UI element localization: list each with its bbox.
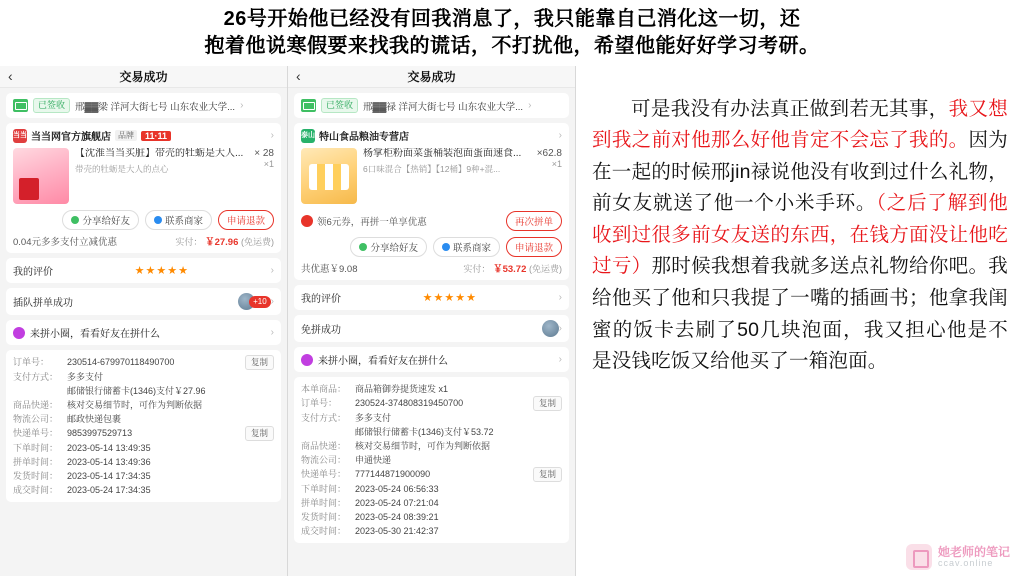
circle-icon bbox=[13, 327, 25, 339]
share-button[interactable] bbox=[350, 237, 427, 257]
detail-value: 2023-05-24 17:34:35 bbox=[67, 485, 151, 495]
order-screenshot-left bbox=[0, 66, 288, 576]
chevron-right-icon[interactable]: › bbox=[240, 100, 244, 111]
coupon-text: 0.04元多多支付立减优惠 bbox=[13, 237, 117, 248]
chat-icon bbox=[154, 216, 162, 224]
detail-key: 下单时间： bbox=[13, 443, 59, 453]
share-label: 分享给好友 bbox=[370, 243, 418, 254]
pay-note: (免运费) bbox=[529, 264, 562, 274]
page-title bbox=[0, 0, 1024, 62]
order-header-left bbox=[0, 66, 287, 88]
repin-label: 再次拼单 bbox=[514, 217, 553, 228]
detail-row bbox=[13, 483, 274, 497]
order-actions-left bbox=[13, 210, 274, 230]
share-icon bbox=[359, 243, 367, 251]
chevron-right-icon[interactable]: › bbox=[558, 292, 562, 303]
story-text-2: 因为在一起的时候邢jin禄说他没有收到过什么礼物，前女友就送了他一个小米手环。 bbox=[592, 129, 1008, 215]
watermark bbox=[906, 544, 1010, 570]
shipping-address: 邢▓▓梁 洋河大街七号 山东农业大学... bbox=[75, 101, 236, 113]
detail-key: 商品快递： bbox=[13, 400, 59, 410]
pay-value: ￥53.72 bbox=[493, 264, 527, 275]
detail-key bbox=[13, 384, 67, 398]
detail-key: 发货时间： bbox=[13, 471, 59, 481]
order-details-right bbox=[294, 377, 569, 543]
order-title: 交易成功 bbox=[119, 70, 168, 84]
detail-key bbox=[301, 425, 355, 439]
contact-label: 联系商家 bbox=[164, 216, 203, 227]
detail-value: 邮储银行储蓄卡(1346)支付￥27.96 bbox=[67, 386, 206, 396]
contact-merchant-button[interactable] bbox=[145, 210, 212, 230]
copy-button[interactable]: 复制 bbox=[245, 355, 274, 370]
refund-label: 申请退款 bbox=[514, 243, 553, 254]
detail-row bbox=[13, 441, 274, 455]
coupon-promo-row[interactable] bbox=[301, 211, 562, 231]
free-pin-label: 免拼成功 bbox=[301, 325, 341, 336]
watermark-subtitle: ccav.online bbox=[937, 557, 994, 568]
detail-key: 本单商品： bbox=[301, 384, 347, 394]
detail-value: 2023-05-14 13:49:35 bbox=[67, 443, 151, 453]
shop-name[interactable]: 特山食品粮油专营店 bbox=[319, 132, 409, 143]
contact-label: 联系商家 bbox=[452, 243, 491, 254]
detail-row bbox=[13, 370, 274, 384]
chevron-right-icon[interactable]: › bbox=[558, 323, 562, 334]
detail-row bbox=[13, 426, 274, 441]
copy-button[interactable]: 复制 bbox=[245, 426, 274, 441]
coupon-line-left bbox=[13, 234, 274, 248]
chat-icon bbox=[442, 243, 450, 251]
truck-icon bbox=[13, 99, 28, 112]
detail-key: 拼单时间： bbox=[301, 498, 347, 508]
detail-value: 230524-374808319450700 bbox=[355, 398, 464, 408]
free-pin-card-right[interactable] bbox=[294, 315, 569, 342]
detail-key: 快递单号： bbox=[301, 469, 347, 479]
detail-value: 2023-05-14 17:34:35 bbox=[67, 471, 151, 481]
detail-value: 2023-05-24 07:21:04 bbox=[355, 498, 439, 508]
story-text-1: 可是我没有办法真正做到若无其事， bbox=[631, 97, 949, 120]
detail-row bbox=[13, 455, 274, 469]
shop-logo: 泰山 bbox=[301, 129, 315, 143]
product-subtitle: 带壳的牡蛎是大人的点心 bbox=[75, 163, 169, 174]
product-title: 杨掌柜粉面菜蛋桶装泡面蛋面速食... bbox=[363, 148, 522, 159]
pay-value: ￥27.96 bbox=[205, 237, 239, 248]
detail-value: 邮政快递包裹 bbox=[67, 414, 122, 424]
evaluation-label: 我的评价 bbox=[13, 267, 53, 278]
watermark-title: 她老师的笔记 bbox=[937, 544, 1010, 559]
chevron-right-icon[interactable]: › bbox=[528, 100, 532, 111]
detail-key: 成交时间： bbox=[13, 485, 59, 495]
detail-key: 发货时间： bbox=[301, 512, 347, 522]
shipping-address: 邢▓▓禄 洋河大街七号 山东农业大学... bbox=[363, 101, 524, 113]
detail-value: 2023-05-14 13:49:36 bbox=[67, 457, 151, 467]
story-text-red-1: 我又想到我之前对他那么好他肯定不会忘了我的。 bbox=[592, 97, 1008, 152]
detail-value: 777144871900090 bbox=[355, 469, 431, 479]
copy-button[interactable]: 复制 bbox=[533, 467, 562, 482]
rating-stars: ★★★★★ bbox=[422, 292, 477, 304]
detail-row bbox=[301, 467, 562, 482]
story-panel bbox=[576, 66, 1024, 576]
chevron-right-icon[interactable]: › bbox=[270, 265, 274, 276]
order-title: 交易成功 bbox=[407, 70, 456, 84]
refund-button[interactable] bbox=[218, 210, 274, 230]
repin-button[interactable] bbox=[506, 211, 562, 231]
detail-value: 多多支付 bbox=[355, 413, 392, 423]
queue-label: 插队拼单成功 bbox=[13, 298, 73, 309]
product-row[interactable] bbox=[13, 148, 274, 204]
product-subtitle: 6口味混合【热销】【12桶】9种+混... bbox=[363, 163, 501, 174]
detail-row bbox=[13, 412, 274, 426]
copy-button[interactable]: 复制 bbox=[533, 396, 562, 411]
detail-value: 2023-05-24 08:39:21 bbox=[355, 512, 439, 522]
detail-row bbox=[301, 396, 562, 411]
shop-logo: 当当 bbox=[13, 129, 27, 143]
product-qty: ×1 bbox=[551, 159, 562, 169]
detail-row bbox=[13, 384, 274, 398]
refund-button[interactable] bbox=[506, 237, 562, 257]
refund-label: 申请退款 bbox=[226, 216, 265, 227]
detail-row bbox=[301, 524, 562, 538]
order-header-right bbox=[288, 66, 575, 88]
detail-value: 2023-05-30 21:42:37 bbox=[355, 526, 439, 536]
pin-circle-card-right[interactable] bbox=[294, 347, 569, 372]
pay-label: 实付： bbox=[175, 237, 203, 247]
detail-row bbox=[13, 469, 274, 483]
chevron-right-icon[interactable]: › bbox=[270, 296, 274, 307]
shop-name[interactable]: 当当网官方旗舰店 bbox=[31, 132, 111, 143]
detail-row bbox=[301, 382, 562, 396]
shop-card-left[interactable] bbox=[6, 123, 281, 253]
detail-key: 下单时间： bbox=[301, 484, 347, 494]
detail-key: 成交时间： bbox=[301, 526, 347, 536]
shop-card-right[interactable] bbox=[294, 123, 569, 280]
order-details-left bbox=[6, 350, 281, 502]
detail-row bbox=[13, 355, 274, 370]
share-button[interactable] bbox=[62, 210, 139, 230]
product-title: 【沈淮当当买脏】带壳的牡蛎是大人... bbox=[75, 148, 244, 159]
detail-key: 快递单号： bbox=[13, 428, 59, 438]
detail-row bbox=[13, 398, 274, 412]
shipping-status-badge: 已签收 bbox=[321, 98, 358, 113]
pin-circle-label: 来拼小圈，看看好友在拼什么 bbox=[318, 356, 448, 367]
total-coupon-text: 共优惠￥9.08 bbox=[301, 264, 358, 275]
detail-key: 拼单时间： bbox=[13, 457, 59, 467]
chevron-right-icon[interactable]: › bbox=[270, 130, 274, 141]
detail-value: 核对交易细节时，可作为判断依据 bbox=[67, 400, 203, 410]
detail-row bbox=[301, 425, 562, 439]
detail-value: 商品箱御券提货速发 x1 bbox=[355, 384, 449, 394]
product-row[interactable] bbox=[301, 148, 562, 204]
total-line-right bbox=[301, 261, 562, 275]
product-thumbnail bbox=[13, 148, 69, 204]
pay-note: (免运费) bbox=[241, 237, 274, 247]
headline-line-1: 26号开始他已经没有回我消息了，我只能靠自己消化这一切，还 bbox=[223, 8, 801, 30]
promo-badge: 11·11 bbox=[141, 131, 171, 141]
evaluation-label: 我的评价 bbox=[301, 294, 341, 305]
share-icon bbox=[71, 216, 79, 224]
back-icon[interactable]: ‹ bbox=[8, 68, 13, 84]
share-label: 分享给好友 bbox=[82, 216, 130, 227]
detail-value: 多多支付 bbox=[67, 372, 104, 382]
pin-circle-label: 来拼小圈，看看好友在拼什么 bbox=[30, 329, 160, 340]
shipping-status-badge: 已签收 bbox=[33, 98, 70, 113]
evaluation-card-right[interactable] bbox=[294, 285, 569, 310]
headline-line-2: 抱着他说寒假要来找我的谎话，不打扰他，希望他能好好学习考研。 bbox=[204, 35, 820, 57]
detail-value: 2023-05-24 06:56:33 bbox=[355, 484, 439, 494]
watermark-logo-icon bbox=[906, 544, 932, 570]
detail-value: 核对交易细节时，可作为判断依据 bbox=[355, 441, 491, 451]
detail-key: 物流公司： bbox=[301, 455, 347, 465]
pay-label: 实付： bbox=[463, 264, 491, 274]
detail-key: 支付方式： bbox=[13, 372, 59, 382]
chevron-right-icon[interactable]: › bbox=[558, 354, 562, 365]
detail-key: 支付方式： bbox=[301, 413, 347, 423]
detail-row bbox=[301, 482, 562, 496]
contact-merchant-button[interactable] bbox=[433, 237, 500, 257]
detail-row bbox=[301, 453, 562, 467]
detail-key: 物流公司： bbox=[13, 414, 59, 424]
evaluation-card-left[interactable] bbox=[6, 258, 281, 283]
product-count: ×62.8 bbox=[536, 148, 562, 159]
story-paragraph bbox=[592, 94, 1008, 378]
product-qty: ×1 bbox=[263, 159, 274, 169]
rating-stars: ★★★★★ bbox=[134, 265, 189, 277]
product-thumbnail bbox=[301, 148, 357, 204]
detail-row bbox=[301, 411, 562, 425]
content-area bbox=[0, 66, 1024, 576]
detail-key: 订单号： bbox=[13, 357, 50, 367]
order-actions-right bbox=[301, 237, 562, 257]
avatar bbox=[542, 320, 559, 337]
detail-value: 申通快递 bbox=[355, 455, 392, 465]
detail-row bbox=[301, 496, 562, 510]
detail-key: 订单号： bbox=[301, 398, 338, 408]
coupon-promo-label: 领6元券，再拼一单享优惠 bbox=[317, 217, 427, 228]
detail-row bbox=[301, 439, 562, 453]
pin-circle-card-left[interactable] bbox=[6, 320, 281, 345]
detail-value: 邮储银行储蓄卡(1346)支付￥53.72 bbox=[355, 427, 494, 437]
brand-badge: 品牌 bbox=[115, 130, 137, 141]
avatar-count-badge: +10 bbox=[249, 296, 271, 308]
product-count: × 28 bbox=[254, 148, 274, 159]
shipping-card-right[interactable] bbox=[294, 93, 569, 118]
story-text-red-2: （之后了解到他收到过很多前女友送的东西，在钱方面没让他吃过亏） bbox=[592, 192, 1008, 278]
chevron-right-icon[interactable]: › bbox=[270, 327, 274, 338]
detail-key: 商品快递： bbox=[301, 441, 347, 451]
back-icon[interactable]: ‹ bbox=[296, 68, 301, 84]
story-text-3: 那时候我想着我就多送点礼物给你吧。我给他买了他和只我提了一嘴的插画书；他拿我闺蜜的饭卡去刷了50几块泡面，我又担心他是不是没钱吃饭又给他买了一箱泡面。 bbox=[592, 255, 1008, 373]
circle-icon bbox=[301, 354, 313, 366]
queue-card-left[interactable] bbox=[6, 288, 281, 315]
truck-icon bbox=[301, 99, 316, 112]
detail-value: 230514-679970118490700 bbox=[67, 357, 175, 367]
detail-row bbox=[301, 510, 562, 524]
detail-value: 9853997529713 bbox=[67, 428, 133, 438]
shipping-card-left[interactable] bbox=[6, 93, 281, 118]
coupon-icon bbox=[301, 215, 313, 227]
chevron-right-icon[interactable]: › bbox=[558, 130, 562, 141]
order-screenshot-right bbox=[288, 66, 576, 576]
